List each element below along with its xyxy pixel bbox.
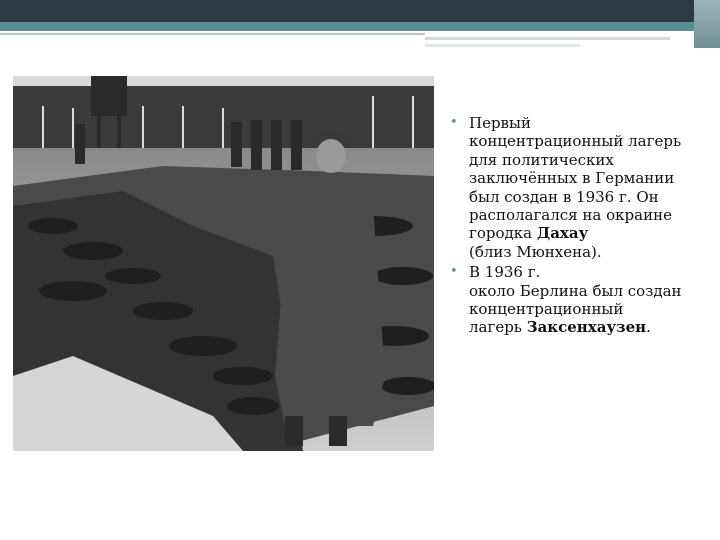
bullet-line	[469, 318, 710, 336]
header-corner-block	[694, 0, 720, 48]
header-accent-line	[425, 37, 670, 40]
bullet-marker: •	[450, 264, 458, 280]
slide-header-band	[0, 0, 720, 48]
bullet-line: В 1936 г.	[469, 263, 541, 282]
bullet-marker: •	[450, 115, 458, 130]
header-teal-stripe	[0, 22, 720, 31]
header-accent-line	[425, 44, 580, 47]
bullet-line: для политических	[469, 150, 614, 169]
bullet-line: Первый	[469, 114, 531, 132]
bullet-line: был создан в 1936 г. Он	[469, 187, 659, 206]
bullet-line	[469, 224, 710, 242]
bullet-line: располагался на окраине	[469, 206, 672, 225]
header-dark-stripe	[0, 0, 720, 22]
bullet-line: заключённых в Германии	[469, 169, 675, 188]
bullet-line: концентрационный лагерь	[469, 132, 682, 151]
bullet-line-text: городка	[469, 224, 537, 243]
bullet-line-tail: .	[646, 318, 651, 337]
bullet-item-dachau	[448, 114, 710, 261]
place-name-sachsenhausen: Заксенхаузен	[526, 318, 647, 337]
bullet-line-text: лагерь	[469, 318, 527, 337]
bullet-text-panel	[448, 114, 710, 339]
bullet-item-sachsenhausen	[448, 263, 710, 337]
header-accent-line	[0, 33, 425, 35]
historical-photo	[13, 76, 434, 451]
bullet-line: около Берлина был создан	[469, 281, 682, 300]
bullet-line: концентрационный	[469, 300, 624, 319]
bullet-line: (близ Мюнхена).	[469, 242, 602, 261]
place-name-dachau: Дахау	[536, 224, 589, 243]
camp-photo-illustration	[13, 76, 434, 451]
